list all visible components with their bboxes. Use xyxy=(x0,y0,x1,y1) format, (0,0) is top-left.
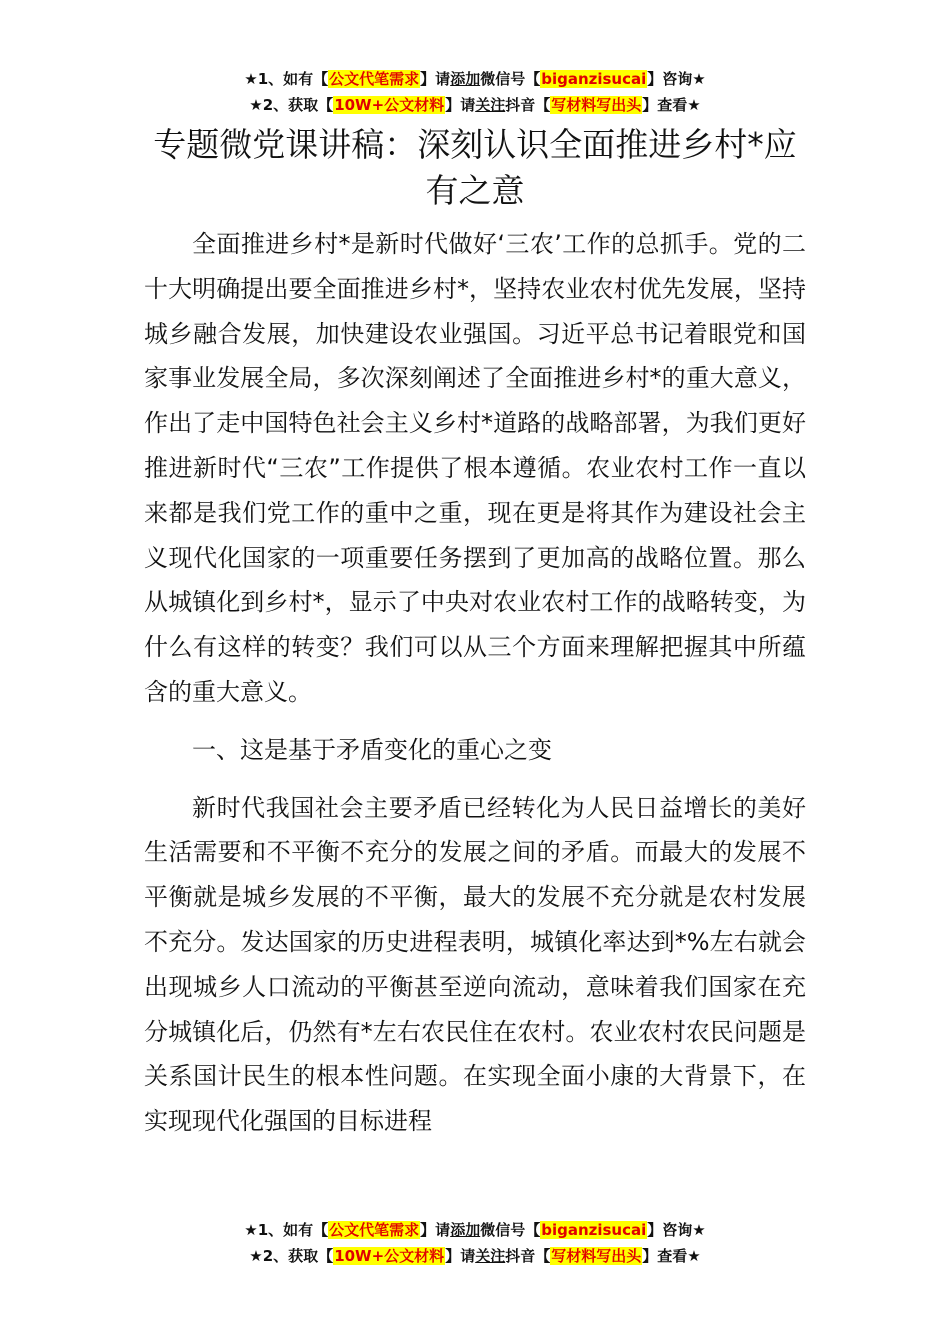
promo-text: 微信号【 xyxy=(480,70,541,88)
promo-text: 】请 xyxy=(445,96,476,114)
body-paragraph: 全面推进乡村*是新时代做好‘三农’工作的总抓手。党的二十大明确提出要全面推进乡村*，坚持农业农村优先发展，坚持城乡融合发展，加快建设农业强国。习近平总书记着眼党和国家事业发展全局，多次深刻阐述了全面推进乡村*的重大意义，作出了走中国特色社会主义乡村*道路的战略部署，为我们更好推进新时代“三农”工作提供了根本遵循。农业农村工作一直以来都是我们党工作的重中之重，现在更是将其作为建设社会主义现代化国家的一项重要任务摆到了更加高的战略位置。那么从城镇化到乡村*，显示了中央对农业农村工作的战略转变，为什么有这样的转变？我们可以从三个方面来理解把握其中所蕴含的重大意义。 xyxy=(144,230,806,706)
promo-line-2 xyxy=(0,1243,950,1269)
bottom-promo-banner xyxy=(0,1217,950,1269)
promo-douyin-id: 写材料写出头 xyxy=(551,1247,642,1265)
section-heading: 一、这是基于矛盾变化的重心之变 xyxy=(192,735,552,764)
promo-text: 】请 xyxy=(445,1247,476,1265)
promo-text: 】请 xyxy=(420,1221,451,1239)
promo-emphasis: 关注 xyxy=(475,96,506,114)
promo-text: 】咨询★ xyxy=(647,70,706,88)
promo-text: 】请 xyxy=(420,70,451,88)
promo-text: 】咨询★ xyxy=(647,1221,706,1239)
promo-emphasis: 关注 xyxy=(475,1247,506,1265)
promo-highlight: 公文代笔需求 xyxy=(329,1221,420,1239)
promo-text: ★2、获取【 xyxy=(249,96,334,114)
promo-douyin-id: 写材料写出头 xyxy=(551,96,642,114)
promo-text: 抖音【 xyxy=(505,96,551,114)
promo-highlight: 10W+公文材料 xyxy=(334,1247,445,1265)
document-title: 专题微党课讲稿：深刻认识全面推进乡村*应有之意 xyxy=(153,125,797,210)
promo-text: ★2、获取【 xyxy=(249,1247,334,1265)
promo-highlight: 公文代笔需求 xyxy=(329,70,420,88)
promo-line-2 xyxy=(0,92,950,118)
promo-line-1 xyxy=(0,1217,950,1243)
promo-emphasis: 添加 xyxy=(450,70,481,88)
body-paragraph: 新时代我国社会主要矛盾已经转化为人民日益增长的美好生活需要和不平衡不充分的发展之间的矛盾。而最大的发展不平衡就是城乡发展的不平衡，最大的发展不充分就是农村发展不充分。发达国家的历史进程表明，城镇化率达到*%左右就会出现城乡人口流动的平衡甚至逆向流动，意味着我们国家在充分城镇化后，仍然有*左右农民住在农村。农业农村农民问题是关系国计民生的根本性问题。在实现全面小康的大背景下，在实现现代化强国的目标进程 xyxy=(144,793,806,1136)
promo-wechat-id: biganzisucai xyxy=(541,1221,647,1239)
promo-line-1 xyxy=(0,66,950,92)
promo-highlight: 10W+公文材料 xyxy=(334,96,445,114)
promo-text: ★1、如有【 xyxy=(244,1221,329,1239)
promo-wechat-id: biganzisucai xyxy=(541,70,647,88)
promo-text: 微信号【 xyxy=(480,1221,541,1239)
promo-text: ★1、如有【 xyxy=(244,70,329,88)
top-promo-banner xyxy=(0,66,950,118)
promo-text: 】查看★ xyxy=(642,1247,701,1265)
promo-emphasis: 添加 xyxy=(450,1221,481,1239)
document-body xyxy=(144,222,806,1144)
promo-text: 抖音【 xyxy=(505,1247,551,1265)
promo-text: 】查看★ xyxy=(642,96,701,114)
